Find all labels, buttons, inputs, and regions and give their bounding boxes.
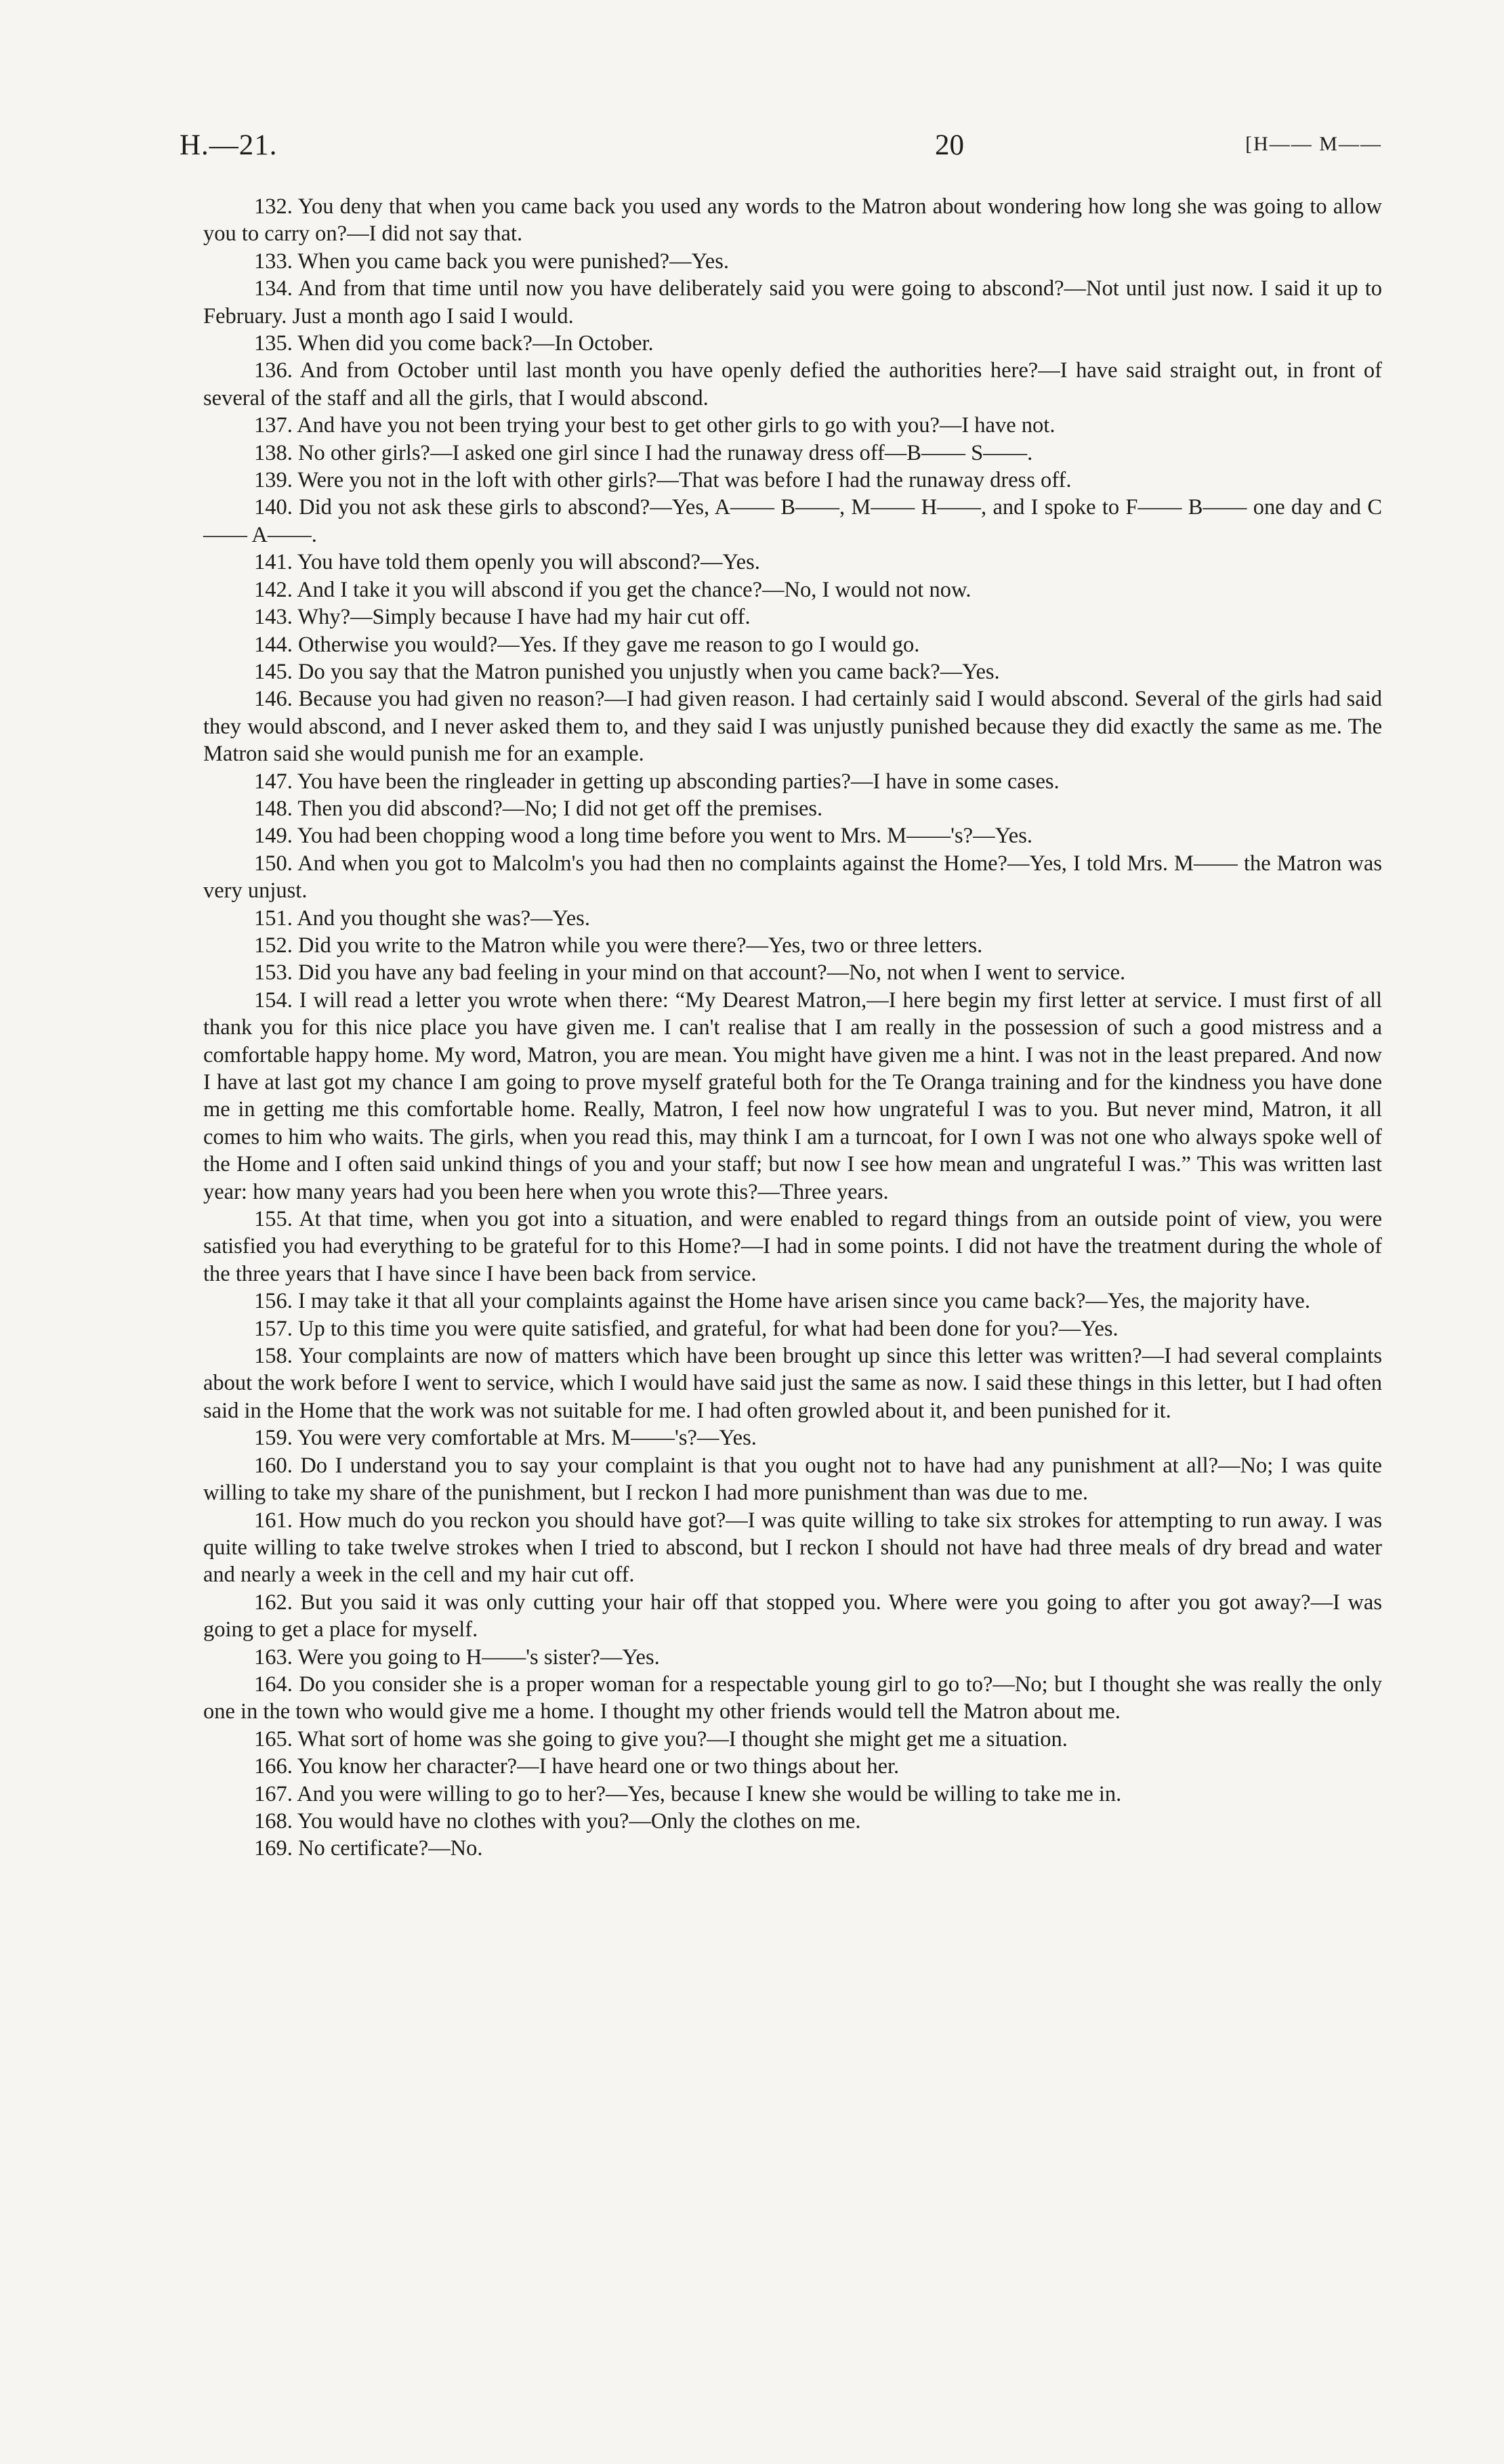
question-134: 134. And from that time until now you have deliberately said you were going to abscond?—Not until just now. I said it up to February. Just a month ago I said I would. <box>203 276 1382 328</box>
question-137: 137. And have you not been trying your best to get other girls to go with you?—I have not. <box>254 413 1056 438</box>
question-133: 133. When you came back you were punished?—Yes. <box>254 249 730 274</box>
question-148: 148. Then you did abscond?—No; I did not get off the premises. <box>254 796 823 821</box>
question-157: 157. Up to this time you were quite satisfied, and grateful, for what had been done for you?—Yes. <box>254 1316 1119 1341</box>
question-144: 144. Otherwise you would?—Yes. If they gave me reason to go I would go. <box>254 632 920 657</box>
question-146: 146. Because you had given no reason?—I had given reason. I had certainly said I would abscond. Several of the girls had said they would abscond, and I never asked them to, and they said I was unjustly punished because they did exactly the same as me. The Matron said she would punish me for an example. <box>203 687 1382 767</box>
question-143: 143. Why?—Simply because I have had my hair cut off. <box>254 605 751 630</box>
question-156: 156. I may take it that all your complaints against the Home have arisen since you came back?—Yes, the majority have. <box>254 1289 1310 1314</box>
question-140: 140. Did you not ask these girls to abscond?—Yes, A—— B——, M—— H——, and I spoke to F—— B—— one day and C—— A——. <box>203 495 1382 547</box>
question-165: 165. What sort of home was she going to give you?—I thought she might get me a situation. <box>254 1726 1068 1751</box>
question-161: 161. How much do you reckon you should have got?—I was quite willing to take six strokes for attempting to run away. I was quite willing to take twelve strokes when I tried to abscond, but I reckon I should not have had three meals of dry bread and water and nearly a week in the cell and my hair cut off. <box>203 1508 1382 1588</box>
question-141: 141. You have told them openly you will abscond?—Yes. <box>254 550 760 575</box>
question-169: 169. No certificate?—No. <box>254 1836 483 1861</box>
question-142: 142. And I take it you will abscond if you get the chance?—No, I would not now. <box>254 577 972 602</box>
question-163: 163. Were you going to H——'s sister?—Yes. <box>254 1644 660 1670</box>
question-154: 154. I will read a letter you wrote when there: “My Dearest Matron,—I here begin my first letter at service. I must first of all thank you for this nice place you have given me. I can't realise that I am really in the possession of such a good mistress and a comfortable happy home. My word, Matron, you are mean. You might have given me a hint. I was not in the least prepared. And now I have at last got my chance I am going to prove myself grateful both for the Te Oranga training and for the kindness you have done me in getting me this comfortable home. Really, Matron, I feel now how ungrateful I was to you. But never mind, Matron, it all comes to him who waits. The girls, when you read this, may think I am a turncoat, for I own I was not one who always spoke well of the Home and I often said unkind things of you and your staff; but now I see how mean and ungrateful I was.” This was written last year: how many years had you been here when you wrote this?—Three years. <box>203 987 1382 1204</box>
question-153: 153. Did you have any bad feeling in your mind on that account?—No, not when I went to service. <box>254 960 1126 985</box>
question-167: 167. And you were willing to go to her?—Yes, because I knew she would be willing to take me in. <box>254 1781 1122 1806</box>
question-136: 136. And from October until last month you have openly defied the authorities here?—I have said straight out, in front of several of the staff and all the girls, that I would abscond. <box>203 358 1382 410</box>
question-155: 155. At that time, when you got into a situation, and were enabled to regard things from an outside point of view, you were satisfied you had everything to be grateful for to this Home?—I had in some points. I did not have the treatment during the whole of the three years that I have since I have been back from service. <box>203 1207 1382 1286</box>
question-132: 132. You deny that when you came back you used any words to the Matron about wondering how long she was going to allow you to carry on?—I did not say that. <box>203 194 1382 247</box>
question-166: 166. You know her character?—I have heard one or two things about her. <box>254 1754 900 1779</box>
question-138: 138. No other girls?—I asked one girl since I had the runaway dress off—B—— S——. <box>254 440 1033 465</box>
question-147: 147. You have been the ringleader in getting up absconding parties?—I have in some cases. <box>254 769 1060 794</box>
question-139: 139. Were you not in the loft with other girls?—That was before I had the runaway dress off. <box>254 468 1072 493</box>
question-168: 168. You would have no clothes with you?—Only the clothes on me. <box>254 1808 861 1833</box>
question-149: 149. You had been chopping wood a long time before you went to Mrs. M——'s?—Yes. <box>254 824 1032 849</box>
question-152: 152. Did you write to the Matron while you were there?—Yes, two or three letters. <box>254 933 983 958</box>
question-151: 151. And you thought she was?—Yes. <box>254 906 590 931</box>
page-number: 20 <box>935 129 964 161</box>
question-145: 145. Do you say that the Matron punished you unjustly when you came back?—Yes. <box>254 659 1000 684</box>
question-159: 159. You were very comfortable at Mrs. M——'s?—Yes. <box>254 1426 757 1451</box>
question-158: 158. Your complaints are now of matters which have been brought up since this letter was written?—I had several complaints about the work before I went to service, which I would have said just the same as now. I said these things in this letter, but I had often said in the Home that the work was not suitable for me. I had often growled about it, and been punished for it. <box>203 1344 1382 1423</box>
document-reference: H.—21. <box>180 129 278 161</box>
page-header <box>180 129 1382 176</box>
question-160: 160. Do I understand you to say your complaint is that you ought not to have had any punishment at all?—No; I was quite willing to take my share of the punishment, but I reckon I had more punishment than was due to me. <box>203 1453 1382 1506</box>
question-135: 135. When did you come back?—In October. <box>254 331 654 356</box>
question-162: 162. But you said it was only cutting your hair off that stopped you. Where were you going to after you got away?—I was going to get a place for myself. <box>203 1590 1382 1642</box>
question-164: 164. Do you consider she is a proper woman for a respectable young girl to go to?—No; but I thought she was really the only one in the town who would give me a home. I thought my other friends would tell the Matron about me. <box>203 1672 1382 1724</box>
testimony-body <box>203 193 1382 1863</box>
question-150: 150. And when you got to Malcolm's you had then no complaints against the Home?—Yes, I told Mrs. M—— the Matron was very unjust. <box>203 851 1382 904</box>
running-head: [H—— M—— <box>1245 133 1382 155</box>
